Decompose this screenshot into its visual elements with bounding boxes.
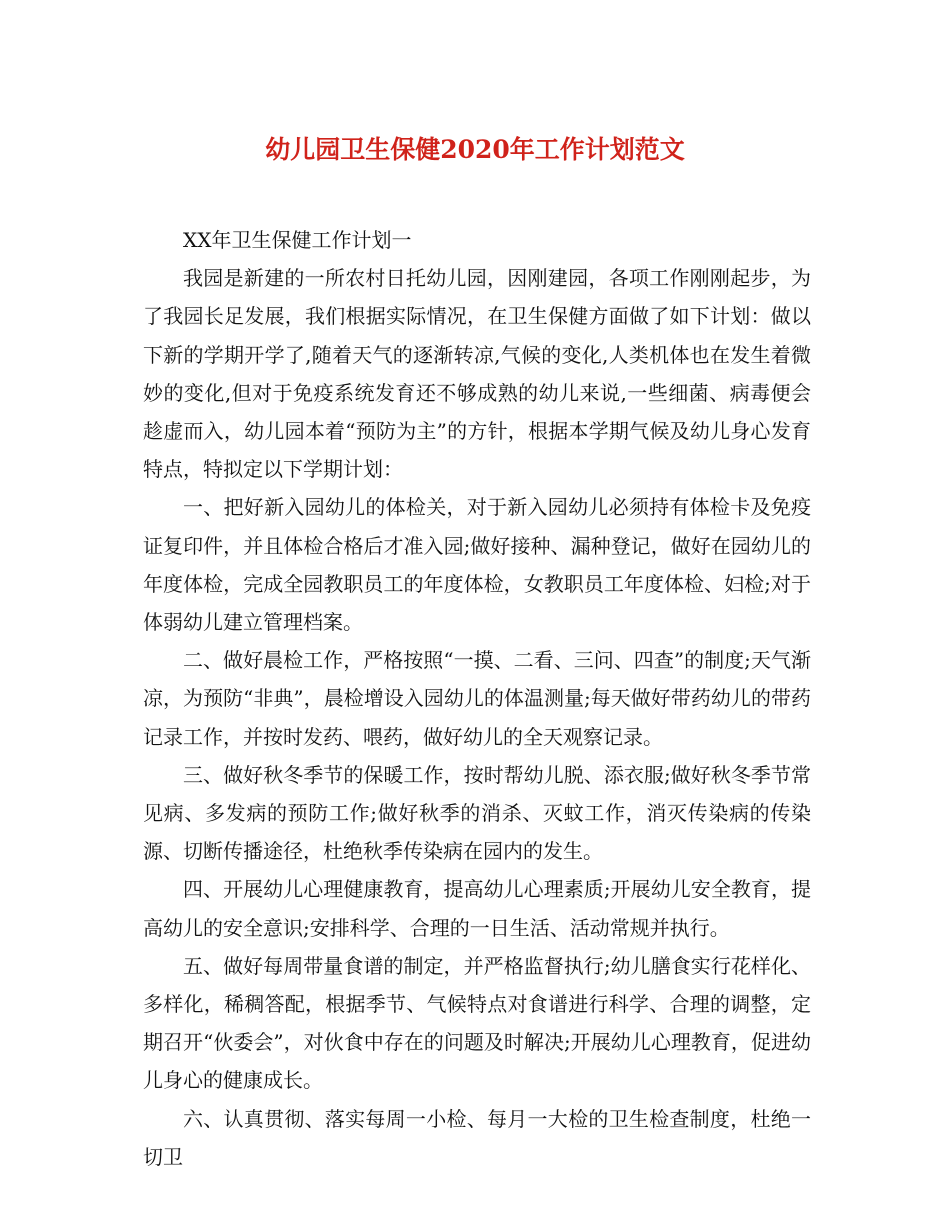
document-body <box>143 221 811 1176</box>
section-subheading: XX年卫生保健工作计划一 <box>183 228 412 252</box>
paragraph-intro: 我园是新建的一所农村日托幼儿园，因刚建园，各项工作刚刚起步，为了我园长足发展，我们根据实际情况，在卫生保健方面做了如下计划：做以下新的学期开学了,随着天气的逐渐转凉,气候的变化,人类机体也在发生着微妙的变化,但对于免疫系统发育还不够成熟的幼儿来说,一些细菌、病毒便会趁虚而入，幼儿园本着“预防为主”的方针，根据本学期气候及幼儿身心发育特点，特拟定以下学期计划： <box>143 266 811 482</box>
document-title: 幼儿园卫生保健2020年工作计划范文 <box>265 135 685 164</box>
paragraph-item-3: 三、做好秋冬季节的保暖工作，按时帮幼儿脱、添衣服;做好秋冬季节常见病、多发病的预防工作;做好秋季的消杀、灭蚊工作，消灭传染病的传染源、切断传播途径，杜绝秋季传染病在园内的发生。 <box>143 762 811 864</box>
paragraph-item-5: 五、做好每周带量食谱的制定，并严格监督执行;幼儿膳食实行花样化、多样化，稀稠答配，根据季节、气候特点对食谱进行科学、合理的调整，定期召开“伙委会”，对伙食中存在的问题及时解决;开展幼儿心理教育，促进幼儿身心的健康成长。 <box>143 953 811 1093</box>
paragraph-item-4: 四、开展幼儿心理健康教育，提高幼儿心理素质;开展幼儿安全教育，提高幼儿的安全意识;安排科学、合理的一日生活、活动常规并执行。 <box>143 877 811 940</box>
paragraph-item-2: 二、做好晨检工作，严格按照“一摸、二看、三问、四查”的制度;天气渐凉，为预防“非典”，晨检增设入园幼儿的体温测量;每天做好带药幼儿的带药记录工作，并按时发药、喂药，做好幼儿的全天观察记录。 <box>143 648 811 749</box>
paragraph-item-1: 一、把好新入园幼儿的体检关，对于新入园幼儿必须持有体检卡及免疫证复印件，并且体检合格后才准入园;做好接种、漏种登记，做好在园幼儿的年度体检，完成全园教职员工的年度体检，女教职员工年度体检、妇检;对于体弱幼儿建立管理档案。 <box>143 495 811 635</box>
paragraph-item-6: 六、认真贯彻、落实每周一小检、每月一大检的卫生检查制度，杜绝一切卫 <box>143 1106 811 1169</box>
